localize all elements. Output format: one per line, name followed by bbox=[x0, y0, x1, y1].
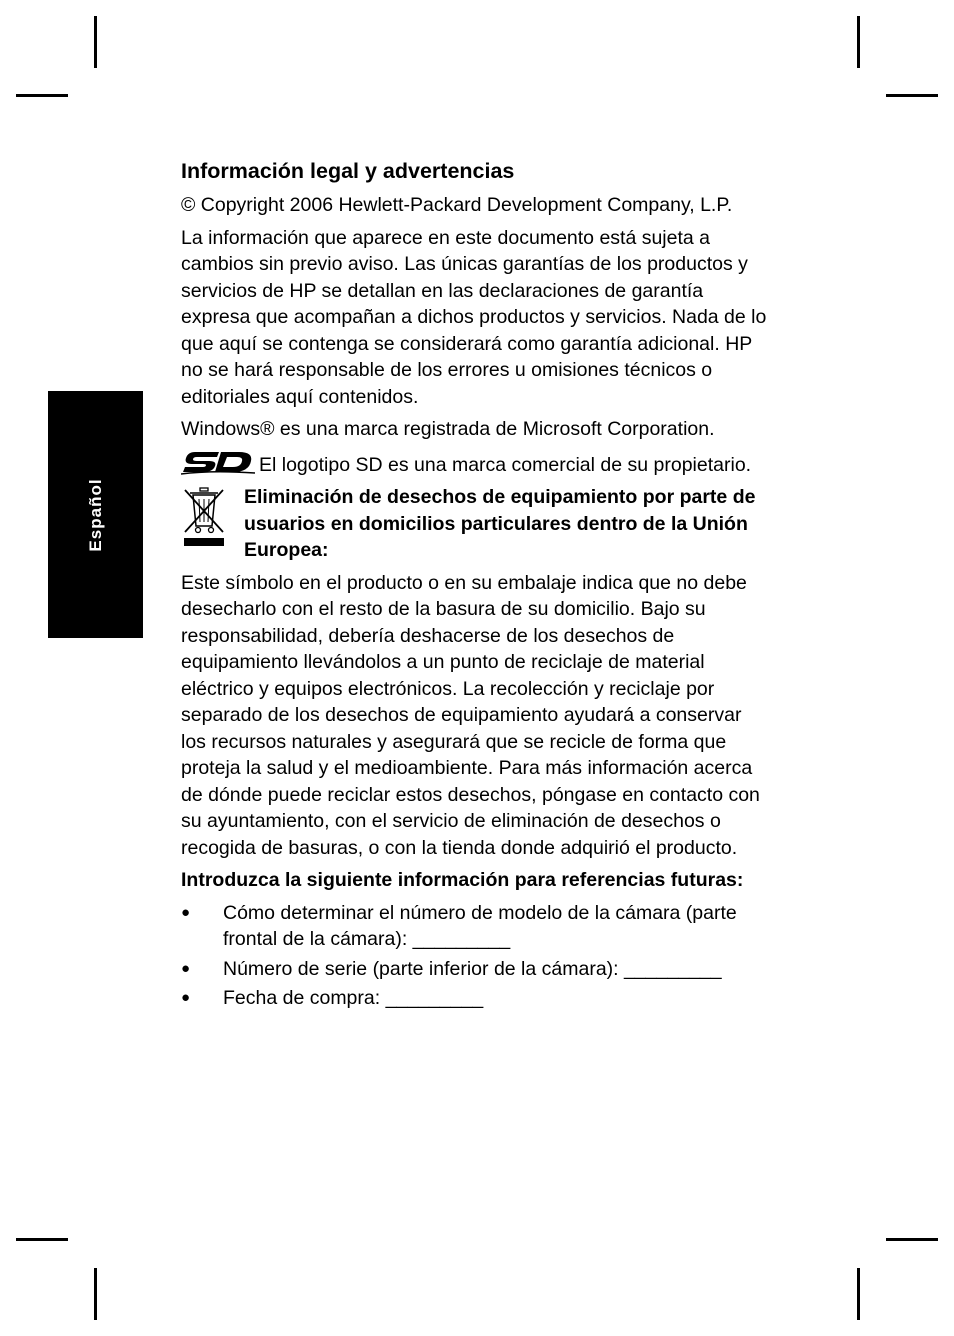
copyright-text: © Copyright 2006 Hewlett-Packard Development Company, L.P. bbox=[181, 194, 733, 216]
crop-mark bbox=[886, 94, 938, 97]
language-tab-label: Español bbox=[85, 477, 105, 552]
crop-mark bbox=[16, 94, 68, 97]
legal-content bbox=[181, 156, 767, 1015]
crop-mark bbox=[886, 1238, 938, 1241]
crop-mark bbox=[94, 1268, 97, 1320]
refs-list bbox=[181, 900, 767, 1012]
refs-heading: Introduzca la siguiente información para referencias futuras: bbox=[181, 869, 744, 891]
sd-trademark-paragraph bbox=[181, 449, 767, 479]
list-item: ● Número de serie (parte inferior de la cámara): _________ bbox=[181, 956, 767, 983]
crop-mark bbox=[94, 16, 97, 68]
weee-heading: Eliminación de desechos de equipamiento por parte de usuarios en domicilios particulares dentro de la Unión Europea: bbox=[244, 486, 756, 561]
crop-mark bbox=[16, 1238, 68, 1241]
crossed-out-wheelie-bin-icon bbox=[181, 486, 227, 548]
list-item: ● Cómo determinar el número de modelo de la cámara (parte frontal de la cámara): _________ bbox=[181, 900, 767, 953]
crop-mark bbox=[857, 1268, 860, 1320]
sd-trademark-text: El logotipo SD es una marca comercial de su propietario. bbox=[259, 453, 752, 476]
language-tab bbox=[48, 391, 143, 638]
list-item: ● Fecha de compra: _________ bbox=[181, 985, 767, 1012]
weee-section bbox=[181, 484, 767, 564]
windows-trademark: Windows® es una marca registrada de Microsoft Corporation. bbox=[181, 418, 715, 440]
crop-mark bbox=[857, 16, 860, 68]
weee-body: Este símbolo en el producto o en su embalaje indica que no debe desecharlo con el resto de la basura de su domicilio. Bajo su responsabilidad, debería deshacerse de los desechos de equipamiento llevándolos a un punto de reciclaje de material eléctrico y equipos electrónicos. La recolección y reciclaje por separado de los desechos de equipamiento ayudará a conservar los recursos naturales y asegurará que se recicle de forma que proteja la salud y el medioambiente. Para más información acerca de dónde puede reciclar estos desechos, póngase en contacto con su ayuntamiento, con el servicio de eliminación de desechos o recogida de basuras, o con la tienda donde adquirió el producto. bbox=[181, 571, 760, 859]
page-title: Información legal y advertencias bbox=[181, 159, 515, 183]
sd-logo-icon bbox=[181, 449, 255, 475]
notice-paragraph: La información que aparece en este documento está sujeta a cambios sin previo aviso. Las únicas garantías de los productos y servicios de HP se detallan en las declaraciones de garantía expresa que acompañan a dichos productos y servicios. Nada de lo que aquí se contenga se considerará como garantía adicional. HP no se hará responsable de los errores u omisiones técnicos o editoriales aquí contenidos. bbox=[181, 226, 767, 408]
